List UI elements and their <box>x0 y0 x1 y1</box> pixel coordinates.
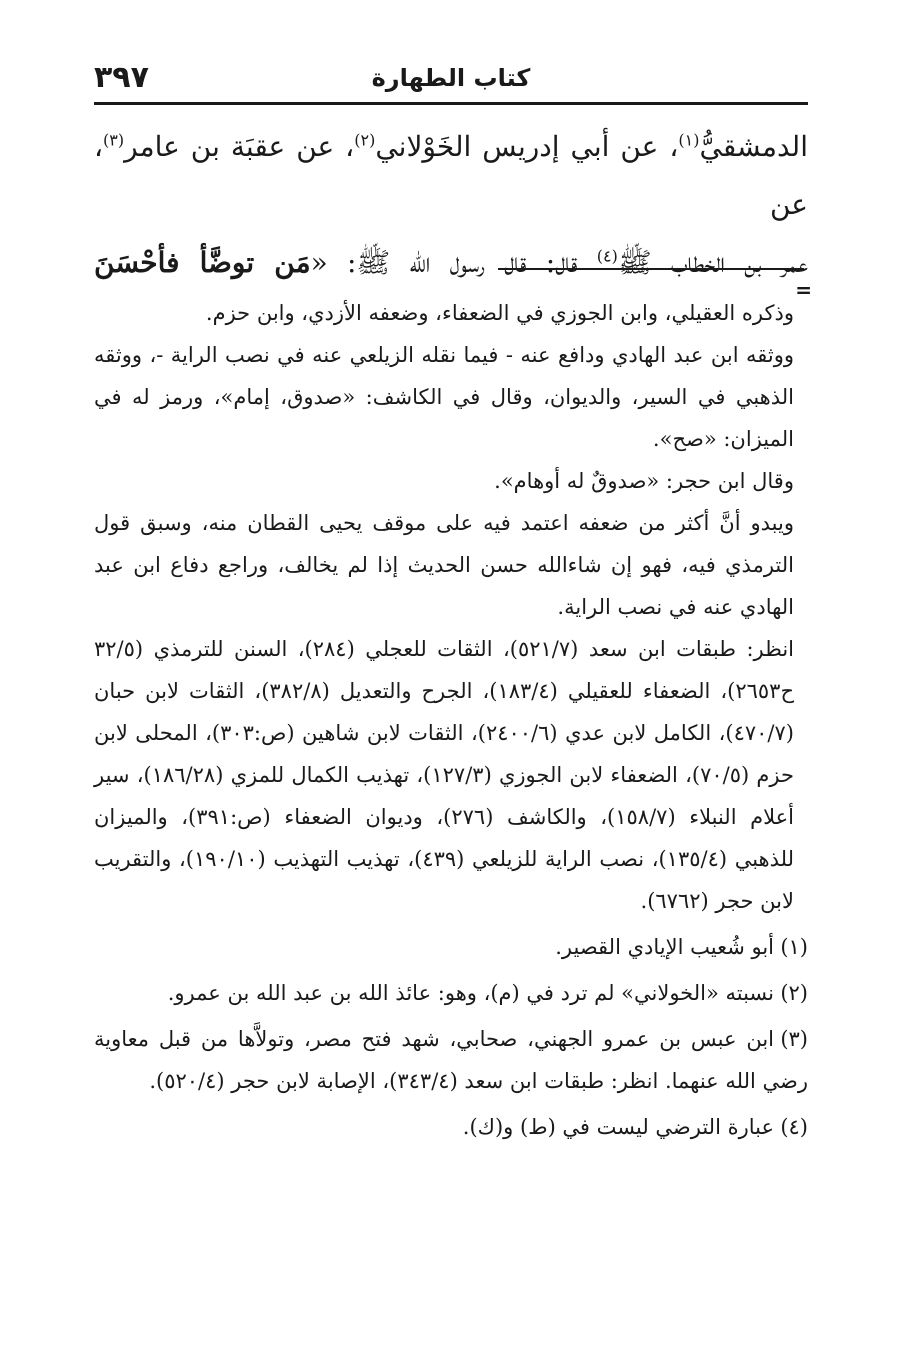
running-title: كتاب الطهارة <box>371 64 531 92</box>
footnote-number: (١) <box>780 935 808 959</box>
footnote-continuation: ويبدو أنَّ أكثر من ضعفه اعتمد فيه على موقف يحيى القطان منه، وسبق قول الترمذي فيه، فهو إن شاءالله حسن الحديث إذا لم يخالف، وراجع دفاع ابن عبد الهادي عنه في نصب الراية. <box>94 511 794 619</box>
footnote-text: أبو شُعيب الإيادي القصير. <box>555 935 774 959</box>
footnote-continuation: وقال ابن حجر: «صدوقٌ له أوهام». <box>494 469 794 493</box>
footnote-text: عبارة الترضي ليست في (ط) و(ك). <box>462 1115 774 1139</box>
footnote-2 <box>94 972 808 1014</box>
main-text-segment: ، عن عقبَة بن عامر <box>124 130 355 163</box>
footnote-4 <box>94 1106 808 1148</box>
main-line-2 <box>94 234 808 292</box>
footnote-text: ابن عبس بن عمرو الجهني، صحابي، شهد فتح مصر، وتولاَّها من قبل معاوية رضي الله عنهما. انظر: طبقات ابن سعد (٣٤٣/٤)، الإصابة لابن حجر (٥٢٠/٤). <box>94 1027 808 1093</box>
page-number: ٣٩٧ <box>94 60 149 95</box>
header-rule <box>94 102 808 105</box>
footnote-continuation: ووثقه ابن عبد الهادي ودافع عنه - فيما نقله الزيلعي عنه في نصب الراية -، ووثقه الذهبي في السير، والديوان، وقال في الكاشف: «صدوق، إمام»، ورمز له في الميزان: «صح». <box>94 343 794 451</box>
footnote-references-list: انظر: طبقات ابن سعد (٥٢١/٧)، الثقات للعجلي (٢٨٤)، السنن للترمذي (٣٢/٥ ح٢٦٥٣)، الضعفاء للعقيلي (١٨٣/٤)، الجرح والتعديل (٣٨٢/٨)، الثقات لابن حبان (٤٧٠/٧)، الكامل لابن عدي (٢٤٠٠/٦)، الثقات لابن شاهين (ص:٣٠٣)، المحلى لابن حزم (٧٠/٥)، الضعفاء لابن الجوزي (١٢٧/٣)، تهذيب الكمال للمزي (١٨٦/٢٨)، سير أعلام النبلاء (١٥٨/٧)، والكاشف (٢٧٦)، وديوان الضعفاء (ص:٣٩١)، والميزان للذهبي (١٣٥/٤)، نصب الراية للزيلعي (٤٣٩)، تهذيب التهذيب (١٩٠/١٠)، والتقريب لابن حجر (٦٧٦٢). <box>94 637 795 913</box>
footnote-number: (٣) <box>780 1027 808 1051</box>
page-header <box>94 60 808 104</box>
footnote-ref-4[interactable]: (٤) <box>596 246 618 266</box>
main-text-segment: الدمشقيُّ <box>699 130 808 163</box>
footnote-continuation: وذكره العقيلي، وابن الجوزي في الضعفاء، وضعفه الأزدي، وابن حزم. <box>205 301 794 325</box>
footnote-number: (٢) <box>780 981 808 1005</box>
footnote-ref-1[interactable]: (١) <box>678 130 700 150</box>
footnote-ref-3[interactable]: (٣) <box>103 130 125 150</box>
main-text-segment: ، عن <box>94 130 808 221</box>
main-line-1 <box>94 118 808 234</box>
hadith-text: مَن توضَّأ فأحْسَنَ <box>94 246 311 279</box>
main-text-segment: ، عن أبي إدريس الخَوْلاني <box>375 130 679 163</box>
main-text-segment: قال: قال رسول الله ﷺ: « <box>310 246 597 279</box>
footnotes <box>94 292 808 1148</box>
footnote-separator <box>498 268 804 270</box>
footnote-text: نسبته «الخولاني» لم ترد في (م)، وهو: عائذ الله بن عبد الله بن عمرو. <box>167 981 774 1005</box>
main-text-segment: عمر بن الخطاب ﷺ <box>617 246 809 279</box>
main-text <box>94 118 808 292</box>
continuation-mark: = <box>795 278 812 302</box>
footnote-1 <box>94 926 808 968</box>
footnote-3 <box>94 1018 808 1102</box>
footnote-number: (٤) <box>780 1115 808 1139</box>
footnote-ref-2[interactable]: (٢) <box>354 130 376 150</box>
